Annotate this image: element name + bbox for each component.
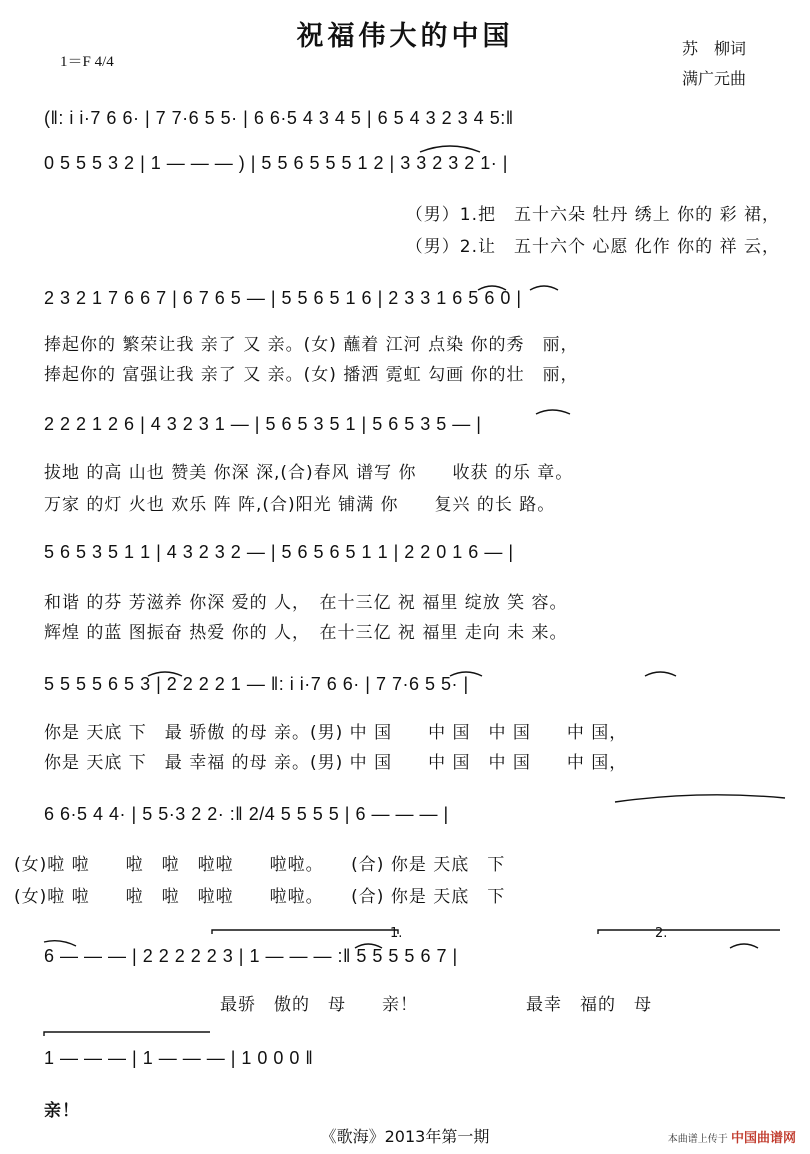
lyrics-line-6-verse-2: 你是 天底 下 最 幸福 的母 亲。(男) 中 国 中 国 中 国 中 国，	[44, 753, 628, 773]
score-notes-line-6: 5 5 5 5 6 5 3 | 2 2 2 2 1 — ‖: i i·7 6 6· | 7 7·6 5 5· |	[44, 674, 469, 694]
lyrics-line-4-verse-2: 万家 的灯 火也 欢乐 阵 阵,(合)阳光 铺满 你 复兴 的长 路。	[44, 495, 556, 515]
slur-line-4	[536, 410, 570, 414]
volta-ending-1: 1.	[390, 926, 403, 941]
lyrics-line-5-verse-1: 和谐 的芬 芳滋养 你深 爱的 人， 在十三亿 祝 福里 绽放 笑 容。	[44, 593, 568, 613]
upload-source-site: 中国曲谱网	[730, 1131, 796, 1146]
volta-bracket-1	[212, 930, 398, 934]
score-notes-line-1: (‖: i i·7 6 6· | 7 7·6 5 5· | 6 6·5 4 3 4 5 | 6 5 4 3 2 3 4 5:‖	[44, 108, 514, 128]
lyricist-credit: 苏 柳词	[682, 39, 747, 58]
lyrics-line-7-verse-2: (女)啦 啦 啦 啦 啦啦 啦啦。 (合) 你是 天底 下	[14, 887, 506, 907]
footer-source: 《歌海》2013年第一期	[320, 1127, 490, 1146]
lyrics-line-2-verse-1: （男）1.把 五十六朵 牡丹 绣上 你的 彩 裙，	[405, 205, 780, 225]
volta-ending-2: 2.	[655, 926, 668, 941]
tie-line-8	[44, 941, 76, 946]
lyrics-line-2-verse-2: （男）2.让 五十六个 心愿 化作 你的 祥 云，	[405, 237, 780, 257]
score-notes-line-4: 2 2 2 1 2 6 | 4 3 2 3 1 — | 5 6 5 3 5 1 | 5 6 5 3 5 — |	[44, 414, 482, 434]
lyrics-line-4-verse-1: 拔地 的高 山也 赞美 你深 深,(合)春风 谱写 你 收获 的乐 章。	[44, 463, 574, 483]
song-title: 祝福伟大的中国	[296, 21, 514, 52]
lyrics-line-8: 最骄 傲的 母 亲！ 最幸 福的 母	[220, 995, 652, 1015]
lyrics-line-6-verse-1: 你是 天底 下 最 骄傲 的母 亲。(男) 中 国 中 国 中 国 中 国，	[44, 723, 628, 743]
lyrics-line-5-verse-2: 辉煌 的蓝 图振奋 热爱 你的 人， 在十三亿 祝 福里 走向 未 来。	[44, 623, 568, 643]
composer-credit: 满广元曲	[682, 69, 747, 88]
key-signature: 1＝F 4/4	[60, 54, 114, 70]
volta-bracket-3	[44, 1032, 210, 1036]
lyrics-line-7-verse-1: (女)啦 啦 啦 啦 啦啦 啦啦。 (合) 你是 天底 下	[14, 855, 506, 875]
tie-line-7	[615, 795, 785, 802]
score-notes-line-5: 5 6 5 3 5 1 1 | 4 3 2 3 2 — | 5 6 5 6 5 1 1 | 2 2 0 1 6 — |	[44, 542, 514, 562]
score-notes-line-3: 2 3 2 1 7 6 6 7 | 6 7 6 5 — | 5 5 6 5 1 6 | 2 3 3 1 6 5 6 0 |	[44, 288, 522, 308]
slur-line-6c	[645, 672, 676, 676]
upload-source-prefix: 本曲谱上传于	[667, 1134, 728, 1145]
lyrics-line-9: 亲！	[44, 1101, 80, 1121]
score-notes-line-2: 0 5 5 5 3 2 | 1 — — — ) | 5 5 6 5 5 5 1 2 | 3 3 2 3 2 1· |	[44, 153, 508, 173]
slur-line-8b	[730, 944, 758, 948]
lyrics-line-3-verse-2: 捧起你的 富强让我 亲了 又 亲。(女) 播洒 霓虹 勾画 你的壮 丽，	[44, 365, 579, 385]
slur-line-3a	[478, 286, 506, 290]
slur-line-3b	[530, 286, 558, 290]
upload-source	[668, 1127, 796, 1146]
slur-line-2	[420, 146, 480, 152]
slur-line-6a	[148, 672, 182, 676]
score-notes-line-8: 6 — — — | 2 2 2 2 2 3 | 1 — — — :‖ 5 5 5 5 6 7 |	[44, 946, 458, 966]
score-notes-line-9: 1 — — — | 1 — — — | 1 0 0 0 ‖	[44, 1048, 314, 1068]
lyrics-line-3-verse-1: 捧起你的 繁荣让我 亲了 又 亲。(女) 蘸着 江河 点染 你的秀 丽，	[44, 335, 579, 355]
slur-line-6b	[450, 672, 482, 676]
volta-bracket-2	[598, 930, 780, 934]
score-notes-line-7: 6 6·5 4 4· | 5 5·3 2 2· :‖ 2/4 5 5 5 5 | 6 — — — |	[44, 804, 449, 824]
slur-line-8a	[355, 944, 382, 948]
